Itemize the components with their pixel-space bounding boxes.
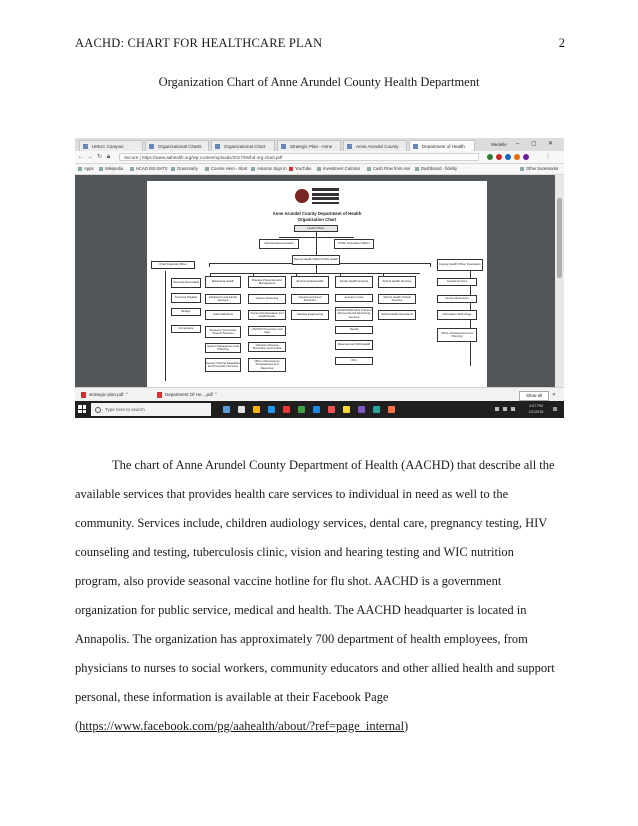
bookmark-item[interactable]: Investment Calculat [317, 164, 360, 174]
org-chart-subtitle: Organization Chart [297, 217, 337, 222]
embedded-screenshot [75, 138, 564, 418]
pdf-viewer [75, 175, 564, 387]
chart-box-division: Disease Prevention and Management [248, 276, 286, 288]
taskbar-app-icon[interactable] [373, 406, 380, 413]
tab-favicon-icon [149, 144, 154, 149]
browser-tab[interactable]: Organizational Chart [211, 140, 275, 151]
windows-taskbar [75, 401, 564, 418]
chart-box-unit: Office of Emergency Preparedness and Response [248, 358, 286, 372]
windows-start-icon[interactable] [78, 405, 86, 413]
tab-favicon-icon [413, 144, 418, 149]
downloads-bar [75, 387, 564, 402]
browser-tab[interactable]: UMUC Campus [79, 140, 143, 151]
document-title: Organization Chart of Anne Arundel County Health Department [158, 75, 480, 89]
bookmark-item[interactable]: Wikipedia [99, 164, 123, 174]
show-all-button[interactable]: Show all [519, 391, 549, 401]
youtube-icon [289, 167, 293, 171]
pdf-scroll-thumb[interactable] [557, 198, 562, 278]
chart-box-admin-assistant: Administrative Assistant [259, 239, 299, 249]
chart-box-unit: Infectious Disease Prevention and Control [248, 342, 286, 352]
apps-icon [78, 167, 82, 171]
chart-box-unit: LEAD/ASAIR Adult Oral and Women Dental Monitoring Services [335, 307, 373, 321]
url-input[interactable]: Secure | https://www.aahealth.org/wp-content/uploads/2017/06/hd-org-chart.pdf [119, 153, 479, 161]
chart-box-deputy-operations: Deputy Health Officer Operations [437, 259, 483, 271]
folder-icon [520, 167, 524, 171]
chart-box-unit: Adolescent and Family Services [205, 294, 241, 304]
volume-icon[interactable] [503, 407, 507, 411]
tab-favicon-icon [215, 144, 220, 149]
chart-box-division: Behavioral Health [205, 276, 241, 288]
menu-icon[interactable]: ⋮ [545, 154, 551, 160]
body-line: counseling and testing, tuberculosis clinic, vision and hearing testing and WIC nutrition [75, 545, 514, 559]
chart-box-unit: School Health Clinical Services [378, 294, 416, 304]
taskbar-app-icon[interactable] [253, 406, 260, 413]
bookmark-item[interactable]: Dashboard - fidelity [415, 164, 457, 174]
chart-box-finance-unit: Compliance [171, 325, 201, 333]
browser-tab-bar [75, 138, 564, 151]
extension-icon[interactable] [487, 154, 493, 160]
chart-box-unit: Access to Care [335, 294, 373, 302]
bookmark-icon [367, 167, 371, 171]
chart-box-operations-unit: Central Services [437, 278, 477, 286]
extension-icon[interactable] [496, 154, 502, 160]
network-icon[interactable] [495, 407, 499, 411]
bookmark-item[interactable]: Other bookmarks [520, 164, 558, 174]
browser-tab-active[interactable]: Department of Health [409, 140, 475, 151]
chart-box-unit: Community Education and Health Equity [248, 310, 286, 320]
body-line: community. Services include, children audiology services, dental care, pregnancy testing, HIV [75, 516, 548, 530]
body-line-link: (https://www.facebook.com/pg/aahealth/about/?ref=page_internal) [75, 719, 409, 733]
bookmark-icon [130, 167, 134, 171]
download-item[interactable]: strategic-plan.pdf ⌃ [81, 391, 129, 399]
chart-box-unit: Sanitary Engineering [291, 310, 329, 320]
chart-box-unit: WIC [335, 357, 373, 365]
taskbar-search-input[interactable]: Type here to search [91, 403, 211, 416]
forward-icon[interactable]: → [87, 154, 93, 160]
close-window-button[interactable]: ✕ [548, 141, 554, 147]
bookmark-item[interactable]: Course Hero - Start [205, 164, 247, 174]
bookmark-item[interactable]: Cash Flow from Ass [367, 164, 410, 174]
chart-box-unit: Maternal and Child Health [335, 340, 373, 350]
chart-box-unit: School Health Operations [378, 310, 416, 320]
extension-icon[interactable] [523, 154, 529, 160]
reload-icon[interactable]: ↻ [97, 154, 103, 160]
close-downloads-icon[interactable]: ✕ [552, 392, 556, 397]
pdf-file-icon [157, 392, 162, 398]
browser-tab[interactable]: Anne Arundel County [343, 140, 407, 151]
lock-icon: 🔒︎ [107, 154, 111, 160]
taskbar-app-icon[interactable] [358, 406, 365, 413]
bookmark-icon [205, 167, 209, 171]
body-line: The chart of Anne Arundel County Department of Health (AACHD) that describe all the [112, 458, 555, 472]
tab-favicon-icon [281, 144, 286, 149]
bookmark-item[interactable]: Grammarly [171, 164, 198, 174]
chart-box-finance-unit: Accounts Payable [171, 293, 201, 303]
address-bar-row [75, 151, 564, 164]
chart-box-deputy-public-health: Deputy Health Officer Public Health [292, 255, 340, 265]
chart-box-division: School Health Services [378, 276, 416, 288]
taskbar-app-icon[interactable] [343, 406, 350, 413]
taskbar-app-icon[interactable] [328, 406, 335, 413]
taskbar-app-icon[interactable] [223, 406, 230, 413]
page-number: 2 [558, 36, 565, 50]
chart-box-unit: Recovery Community Support Services [205, 326, 241, 338]
body-line: physicians to nurses to social workers, community educators and other allied health and support [75, 661, 555, 675]
browser-tab[interactable]: Organizational Charts [145, 140, 209, 151]
back-icon[interactable]: ← [78, 154, 84, 160]
taskbar-app-icon[interactable] [313, 406, 320, 413]
extension-icon[interactable] [505, 154, 511, 160]
chart-box-unit: System Training Evaluation and Prevention Services [205, 358, 241, 372]
bookmark-item[interactable]: HCAD IBS BATS [130, 164, 168, 174]
notifications-icon[interactable] [553, 407, 557, 411]
pdf-page [147, 181, 487, 391]
amazon-icon [251, 167, 255, 171]
bookmark-icon [317, 167, 321, 171]
wikipedia-icon [99, 167, 103, 171]
chart-box-division: Family Health Services [335, 276, 373, 288]
org-chart-title: Anne Arundel County Department of Health [272, 211, 362, 216]
chart-box-unit: System Management and Planning [205, 343, 241, 353]
grammarly-icon [171, 167, 175, 171]
taskbar-app-icon[interactable] [298, 406, 305, 413]
chart-box-unit: HIV/STD Prevention and Care [248, 326, 286, 336]
facebook-link[interactable]: https://www.facebook.com/pg/aahealth/about/?ref=page_internal [79, 719, 405, 733]
running-head: AACHD: CHART FOR HEALTHCARE PLAN [75, 36, 323, 50]
bookmark-item[interactable]: Apps [78, 164, 94, 174]
browser-tab[interactable]: Strategic Plan - Anne [277, 140, 341, 151]
body-paragraph [75, 451, 575, 741]
bookmarks-bar [75, 164, 564, 175]
bookmark-icon [415, 167, 419, 171]
chart-box-finance-unit: Accounts Receivable [171, 278, 201, 288]
minimize-button[interactable]: – [516, 141, 520, 147]
body-line: personal, these information is available at their Facebook Page [75, 690, 389, 704]
chart-box-finance-unit: Budget [171, 308, 201, 316]
maximize-button[interactable]: ▢ [531, 141, 537, 147]
chart-box-operations-unit: Office of Assessment and Planning [437, 328, 477, 342]
county-seal-icon [295, 189, 309, 203]
chart-box-unit: Cancer Screening [248, 294, 286, 304]
taskbar-clock[interactable]: 3:07 PM 2/1/2018 [528, 404, 544, 414]
bookmark-item[interactable]: YouTube [289, 164, 311, 174]
county-logo [295, 187, 339, 209]
tab-favicon-icon [347, 144, 352, 149]
taskbar-app-icon[interactable] [388, 406, 395, 413]
search-icon [95, 407, 101, 413]
chart-box-public-info: Public Information Officer [334, 239, 374, 249]
chart-box-cfo: Chief Financial Officer [151, 261, 195, 269]
body-line: program, also provide seasonal vaccine hotline for flu shot. AACHD is a government [75, 574, 502, 588]
taskbar-app-icon[interactable] [283, 406, 290, 413]
chart-box-unit: Housing and Food Protection [291, 294, 329, 304]
body-line: organization for public service, medical and health. The AACHD headquarter is located in [75, 603, 527, 617]
chart-box-division: Environmental Health [291, 276, 329, 288]
body-line: available services that provides health care services to individual in need as well to the [75, 487, 509, 501]
chart-box-operations-unit: Information Technology [437, 310, 477, 320]
bookmark-item[interactable]: Amazon Sign In [251, 164, 287, 174]
body-line: Annapolis. The organization has approximately 700 department of health employees, from [75, 632, 528, 646]
chart-box-health-officer: Health Officer [294, 225, 338, 232]
taskbar-app-icon[interactable] [238, 406, 245, 413]
pdf-file-icon [81, 392, 86, 398]
tab-favicon-icon [83, 144, 88, 149]
download-item[interactable]: Department Of He....pdf ⌃ [157, 391, 218, 399]
battery-icon[interactable] [511, 407, 515, 411]
chart-box-unit: Dental [335, 326, 373, 334]
chart-box-operations-unit: Human Resources [437, 295, 477, 303]
taskbar-app-icon[interactable] [268, 406, 275, 413]
chart-box-unit: Adult Addictions [205, 310, 241, 320]
extension-icon[interactable] [514, 154, 520, 160]
window-user: Medelle [491, 142, 507, 147]
